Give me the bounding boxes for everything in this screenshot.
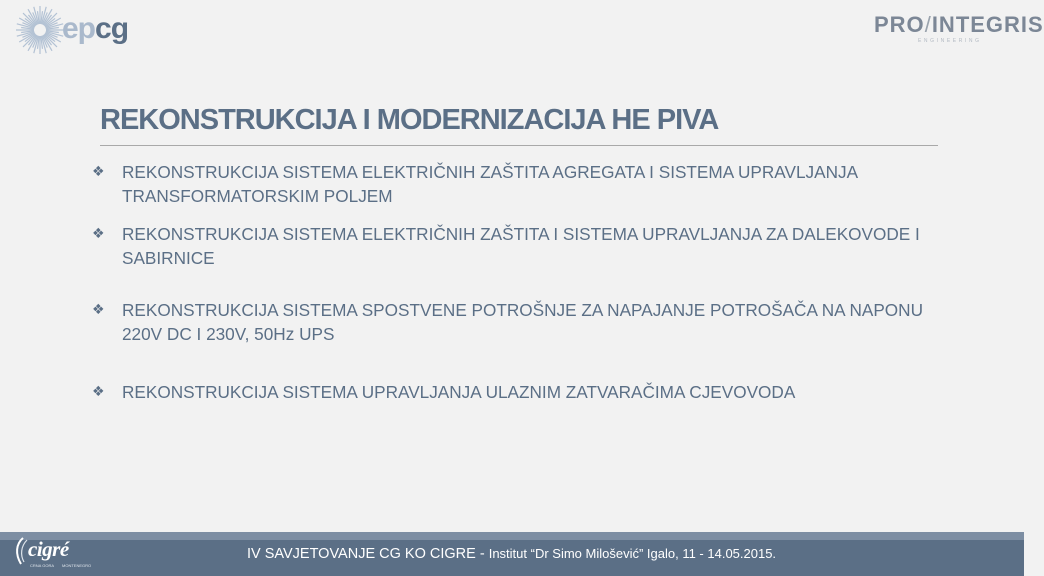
four-diamond-bullet-icon: ❖ [92, 302, 105, 318]
footer-bar [0, 532, 1024, 576]
epcg-burst-icon [14, 4, 66, 56]
cigre-logo: cigré CRNA GORA MONTENEGRO [10, 534, 90, 574]
prointegris-logo: PRO/INTEGRIS ENGINEERING [874, 12, 1044, 44]
epcg-logo: epcg [14, 4, 134, 56]
title-divider [100, 145, 938, 146]
footer-text: IV SAVJETOVANJE CG KO CIGRE - Institut “Dr Simo Milošević” Igalo, 11 - 14.05.2015. [247, 546, 777, 562]
bullet-item: ❖ REKONSTRUKCIJA SISTEMA SPOSTVENE POTROŠNJE ZA NAPAJANJE POTROŠAČA NA NAPONU 220V DC I 230V, 50Hz UPS [92, 300, 923, 344]
four-diamond-bullet-icon: ❖ [92, 226, 105, 242]
bullet-item: ❖ REKONSTRUKCIJA SISTEMA ELEKTRIČNIH ZAŠTITA I SISTEMA UPRAVLJANJA ZA DALEKOVODE I SABIRNICE [92, 224, 920, 268]
four-diamond-bullet-icon: ❖ [92, 384, 105, 400]
slide-title: REKONSTRUKCIJA I MODERNIZACIJA HE PIVA [100, 104, 719, 136]
bullet-item: ❖ REKONSTRUKCIJA SISTEMA ELEKTRIČNIH ZAŠTITA AGREGATA I SISTEMA UPRAVLJANJA TRANSFORMATORSKIM POLJEM [92, 162, 858, 206]
four-diamond-bullet-icon: ❖ [92, 164, 105, 180]
bullet-item: ❖ REKONSTRUKCIJA SISTEMA UPRAVLJANJA ULAZNIM ZATVARAČIMA CJEVOVODA [92, 382, 796, 402]
